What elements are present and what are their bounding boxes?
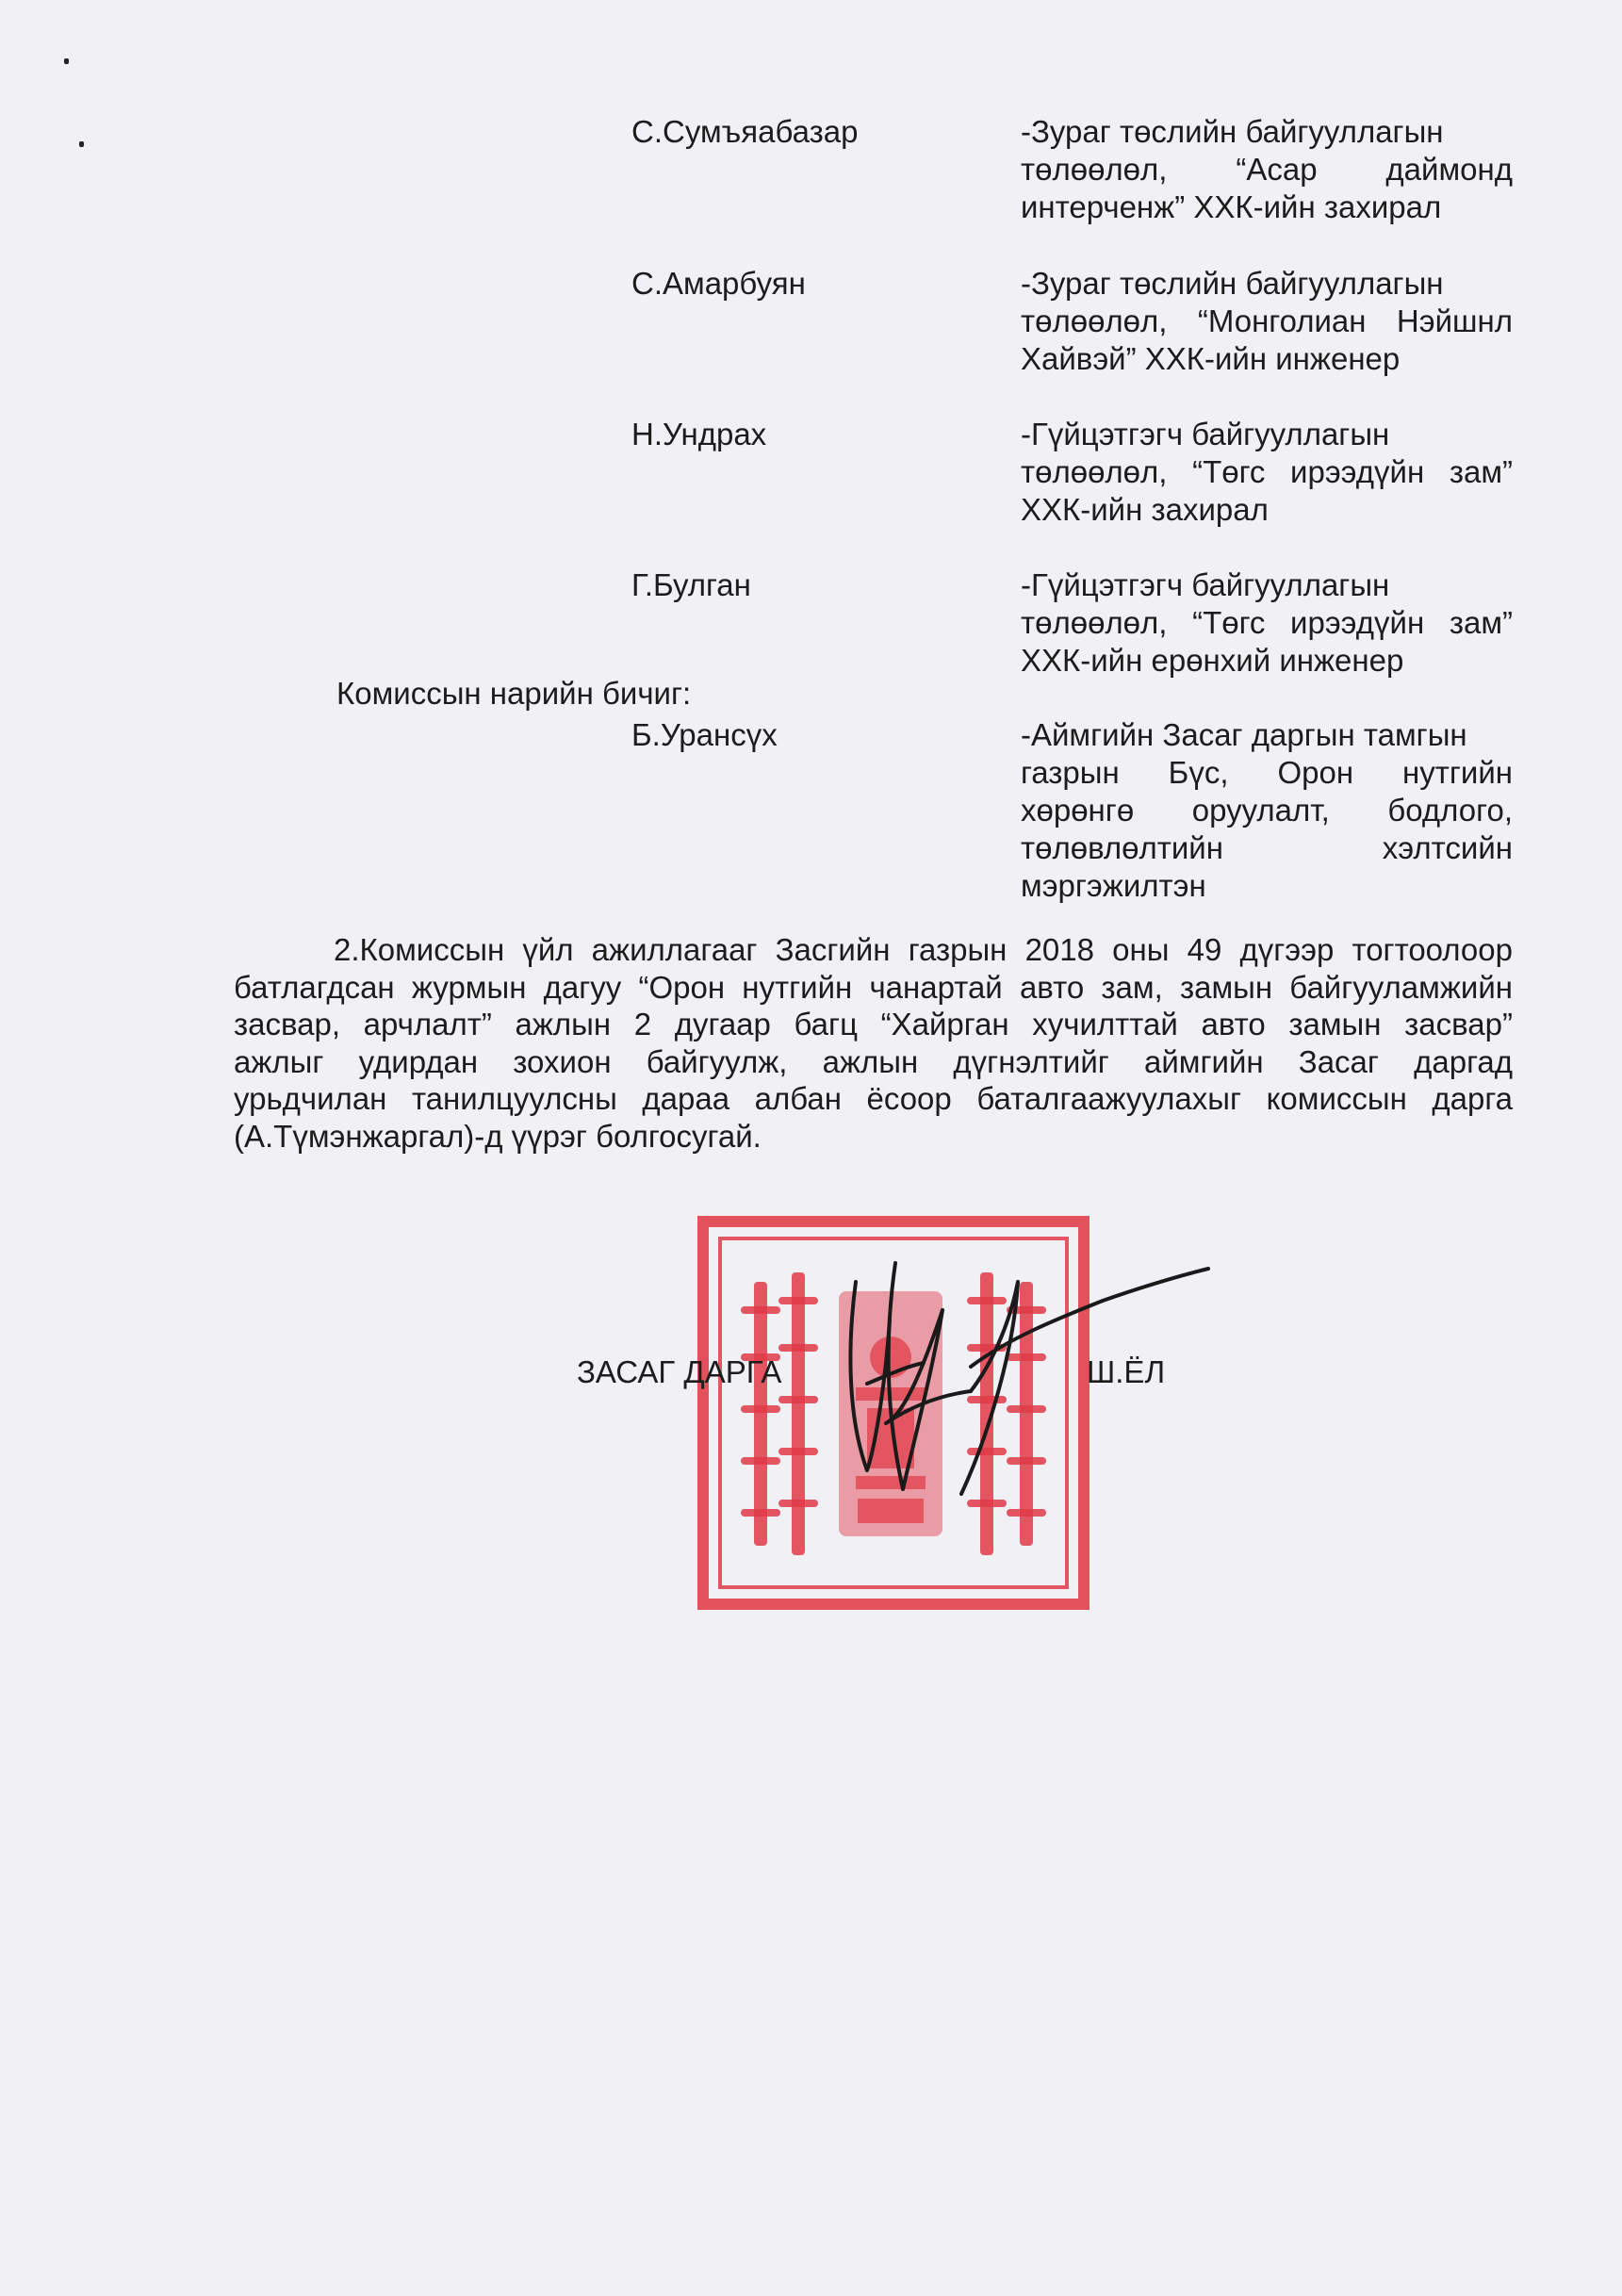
member-role (1021, 265, 1513, 378)
secretary-label: Комиссын нарийн бичиг: (336, 676, 692, 711)
scan-speck (64, 58, 69, 64)
member-role (1021, 566, 1513, 680)
member-name: Г.Булган (631, 567, 751, 602)
role-line: төлөөлөл, “Төгс ирээдүйн зам” (1021, 454, 1513, 489)
role-line: төлөөлөл, “Асар даймонд (1021, 152, 1513, 187)
role-line: -Зураг төслийн байгууллагын (1021, 266, 1444, 301)
signatory-title: ЗАСАГ ДАРГА (577, 1354, 782, 1389)
member-role (1021, 416, 1513, 529)
paragraph-line: ажлыг удирдан зохион байгуулж, ажлын дүгнэлтийг аймгийн Засаг даргад (234, 1043, 1513, 1079)
paragraph-line: засвар, арчлалт” ажлын 2 дугаар багц “Хайрган хучилттай авто замын засвар” (234, 1007, 1513, 1041)
handwritten-signature (829, 1225, 1216, 1508)
role-line: төлөөлөл, “Төгс ирээдүйн зам” (1021, 605, 1513, 640)
paragraph-line: батлагдсан журмын дагуу “Орон нутгийн чанартай авто зам, замын байгууламжийн (234, 969, 1513, 1005)
role-line: хөрөнгө оруулалт, бодлого, (1021, 793, 1513, 828)
scan-speck (79, 141, 84, 147)
role-line: төлөөлөл, “Монголиан Нэйшнл (1021, 303, 1513, 338)
secretary-name: Б.Урансүх (631, 717, 778, 752)
role-line: Хайвэй” ХХК-ийн инженер (1021, 341, 1401, 376)
role-line: мэргэжилтэн (1021, 868, 1206, 903)
secretary-role (1021, 716, 1513, 905)
role-line: интерченж” ХХК-ийн захирал (1021, 189, 1442, 224)
paragraph-line: (А.Түмэнжаргал)-д үүрэг болгосугай. (234, 1118, 762, 1154)
signatory-name: Ш.ЁЛ (1087, 1354, 1166, 1389)
role-line: газрын Бүс, Орон нутгийн (1021, 755, 1513, 790)
paragraph-line: 2.Комиссын үйл ажиллагааг Засгийн газрын 2018 оны 49 дүгээр тогтоолоор (334, 932, 1513, 967)
role-line: -Зураг төслийн байгууллагын (1021, 114, 1444, 149)
role-line: -Аймгийн Засаг даргын тамгын (1021, 717, 1467, 752)
member-name: С.Сумъяабазар (631, 114, 859, 149)
member-name: Н.Ундрах (631, 417, 767, 451)
role-line: ХХК-ийн ерөнхий инженер (1021, 643, 1404, 678)
role-line: -Гүйцэтгэгч байгууллагын (1021, 567, 1390, 602)
member-name: С.Амарбуян (631, 266, 806, 301)
role-line: ХХК-ийн захирал (1021, 492, 1269, 527)
member-role (1021, 113, 1513, 226)
resolution-paragraph (234, 931, 1513, 1155)
paragraph-line: урьдчилан танилцуулсны дараа албан ёсоор баталгаажуулахыг комиссын дарга (234, 1081, 1513, 1116)
role-line: төлөвлөлтийн хэлтсийн (1021, 830, 1513, 865)
role-line: -Гүйцэтгэгч байгууллагын (1021, 417, 1390, 451)
